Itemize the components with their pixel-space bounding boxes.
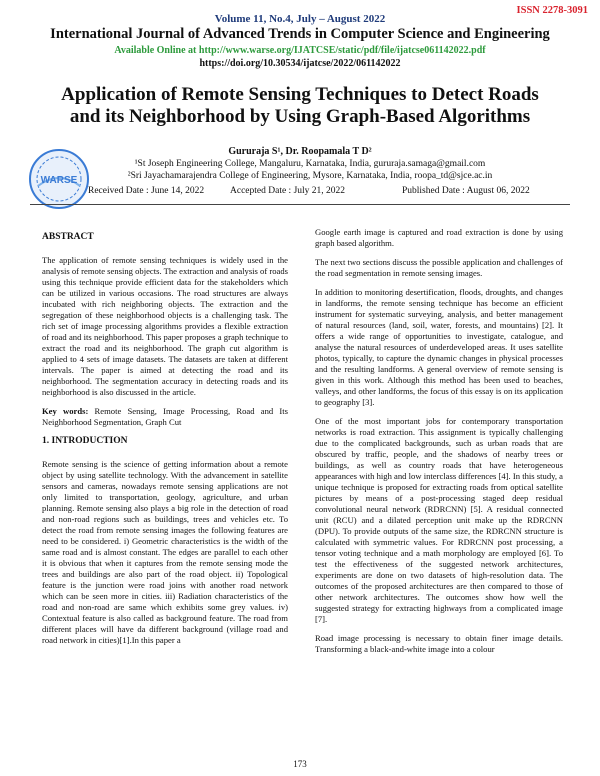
paragraph-1: Google earth image is captured and road extraction is done by using graph based algorithm. (315, 227, 563, 248)
introduction-heading: 1. INTRODUCTION (42, 436, 128, 446)
paragraph-3: In addition to monitoring desertification, floods, droughts, and changes in landforms, the remote sensing technique has become an efficient instrument for systematic surveying, analysis, and better management of natural resources (land, soil, water, forests, and mountains) [2]. It offers a wide range of opportunities to investigate, catalogue, and analyse the natural resources of underdeveloped areas. It uses satellite photos, typically, to capture the dynamic changes in physical processes and the resulting landforms. A general overview of remote sensing is given in this work. Although this method has been used to beaches, valleys, and other landforms, the focus of this essay is on its application to geography [3]. (315, 287, 563, 407)
abstract-heading: ABSTRACT (42, 232, 94, 242)
accepted-date: Accepted Date : July 21, 2022 (230, 186, 346, 196)
author-line: Gururaja S¹, Dr. Roopamala T D² (228, 146, 372, 157)
affiliation-1: ¹St Joseph Engineering College, Mangaluru, Karnataka, India, gururaja.samaga@gmail.com (134, 159, 486, 169)
abstract-text: The application of remote sensing techniques is widely used in the analysis of remote sensing objects. The extraction and analysis of roads using this technique provide efficient data for the stakeholders which can be utilized in various occasions. The road structures are always incubated with rich neighboring objects. The extraction and the segregation of these neighborhood objects is a challenging task. The rich set of image processing algorithms provides a flexible extraction of road and its neighborhood. This paper proposes a graph technique to extract the road and its neighborhood. The graph cut algorithm is applied to 4 sets of image datasets. The datasets are taken at different intervals. The paper is aimed at detecting the road and its neighborhood. The segmentation accuracy in detecting roads and its neighborhood is also discussed in the article. (42, 255, 288, 397)
keywords-label: Key words: (42, 406, 89, 416)
right-column (315, 227, 563, 663)
volume-line: Volume 11, No.4, July – August 2022 (214, 13, 386, 25)
online-link[interactable]: Available Online at http://www.warse.org/IJATCSE/static/pdf/file/ijatcse061142022.pdf (114, 45, 486, 56)
warse-logo (28, 148, 90, 210)
keywords-text: Remote Sensing, Image Processing, Road and Its Neighborhood Segmentation, Graph Cut (42, 406, 288, 427)
keywords (42, 406, 288, 428)
published-date: Published Date : August 06, 2022 (402, 186, 530, 196)
issn-label: ISSN 2278-3091 (516, 5, 588, 16)
introduction-text: Remote sensing is the science of getting information about a remote object by using satellite technology. With the advancement in satellite sensors and cameras, nowadays remote sensing applications are not only limited to transportation, geology, agriculture, and urban planning. Remote sensing also plays a big role in the detection of road and non-road regions such as buildings, trees and vehicles etc. To detect the road from remote sensing images the following features are need to be considered. i) Geometric characteristics is the width of the same road and is almost constant. The edges are parallel to each other it is obvious that when it captures from the remote sensing mode the trees and buildings are also part of the road object. ii) Topological feature is the junction were road joins with another road network which can be seen more in cities. iii) Radiation characteristics of the road and non-road are same which exhibits some grey values. iv) Contextual feature is also called as background feature. The road from different places will have da different background (village road and road network in cities)[1].In this paper a (42, 459, 288, 645)
page-number: 173 (293, 759, 307, 769)
affiliation-2: ²Sri Jayachamarajendra College of Engineering, Mysore, Karnataka, India, roopa_td@sjce.ac.in (127, 171, 493, 181)
journal-title: International Journal of Advanced Trends in Computer Science and Engineering (50, 26, 550, 42)
paper-title: Application of Remote Sensing Techniques to Detect Roads and its Neighborhood by Using Graph-Based Algorithms (61, 84, 539, 127)
paragraph-5: Road image processing is necessary to obtain finer image details. Transforming a black-and-white image into a colour (315, 633, 563, 654)
paragraph-4: One of the most important jobs for contemporary transportation networks is road extraction. This assignment is typically challenging due to the complicated backgrounds, such as urban roads that are obscured by traffic, people, and the shadows of nearby trees or buildings, as well as country roads that have heterogeneous appearances with high and low interclass differences [4]. In this study, a unique technique is proposed for extracting roads from optical satellite pictures by means of a post-processing staged deep residual convolutional neural network (RDRCNN) [5]. A residual connected unit (RCU) and a dilated perception unit make up the RDRCNN (DPU). To provide outputs of the same size, the RDRCNN structure is calculated with symmetric values. For RDRCNN post processing, a tensor voting technique and a math morphology are employed [6]. To test the effectiveness of the suggested network architectures, experiments are done on two datasets of high-resolution data. The outcomes of the proposed architectures are then compared to those of other network architectures. The outcomes show how well the suggested strategy for extracting highways from a complicated image [7]. (315, 416, 563, 624)
received-date: Received Date : June 14, 2022 (88, 186, 205, 196)
paragraph-2: The next two sections discuss the possible application and challenges of the road segmentation in remote sensing images. (315, 257, 563, 278)
svg-text:WARSE: WARSE (40, 175, 78, 186)
doi-link[interactable]: https://doi.org/10.30534/ijatcse/2022/061142022 (199, 58, 401, 69)
header-divider (30, 204, 570, 205)
left-column (42, 232, 288, 654)
